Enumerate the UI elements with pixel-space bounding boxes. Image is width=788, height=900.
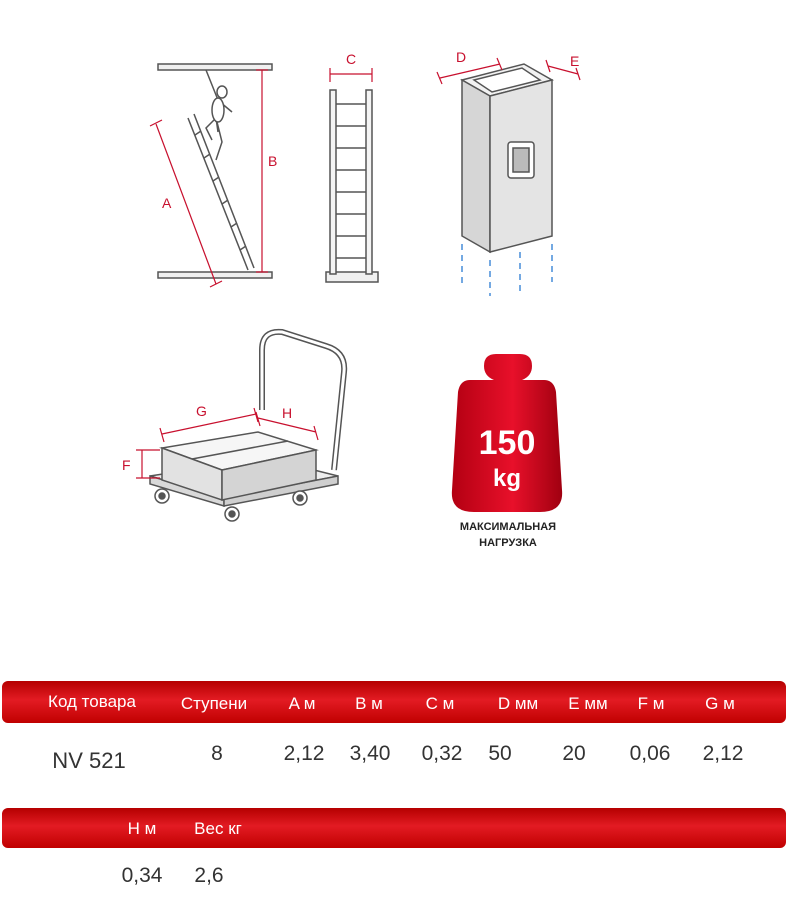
header-g: G м	[705, 694, 735, 713]
value-d: 50	[488, 742, 512, 765]
value-c: 0,32	[421, 742, 463, 765]
value-steps: 8	[211, 742, 223, 765]
profile-drawing	[462, 64, 552, 252]
value-h: 0,34	[121, 864, 163, 887]
header-code: Код товара	[48, 692, 136, 711]
value-code: NV 521	[52, 748, 126, 773]
max-load-unit: kg	[492, 465, 522, 492]
header-a: A м	[288, 694, 316, 713]
dimension-b	[256, 70, 268, 272]
header-steps: Ступени	[180, 694, 248, 713]
header-e: E мм	[568, 694, 608, 713]
dimension-f	[136, 450, 160, 478]
label-c: C	[346, 51, 357, 67]
label-g: G	[196, 403, 207, 419]
spec-header-band-2	[2, 808, 786, 848]
label-h: H	[282, 405, 293, 421]
trolley-drawing	[150, 332, 344, 521]
value-b: 3,40	[349, 742, 391, 765]
max-load-caption-line1: МАКСИМАЛЬНАЯ	[459, 521, 557, 533]
max-load-value: 150	[478, 424, 536, 462]
label-f: F	[122, 457, 131, 473]
max-load-caption-line2: НАГРУЗКА	[479, 537, 537, 549]
ladder-leaning-drawing	[158, 64, 272, 278]
value-a: 2,12	[283, 742, 325, 765]
label-d: D	[456, 49, 467, 65]
header-b: B м	[355, 694, 383, 713]
dimension-a	[150, 120, 222, 287]
header-d: D мм	[497, 694, 539, 713]
label-e: E	[570, 53, 580, 69]
label-a: A	[162, 195, 172, 211]
label-b: B	[268, 153, 278, 169]
value-g: 2,12	[702, 742, 744, 765]
header-weight: Вес кг	[194, 819, 242, 838]
value-f: 0,06	[629, 742, 671, 765]
profile-guides	[462, 244, 552, 296]
header-f: F м	[637, 694, 665, 713]
header-h: H м	[127, 819, 157, 838]
ladder-front-drawing	[326, 90, 378, 282]
dimension-c	[330, 68, 372, 82]
header-c: C м	[425, 694, 455, 713]
value-e: 20	[562, 742, 586, 765]
value-weight: 2,6	[194, 864, 224, 887]
max-load-caption	[438, 519, 578, 551]
